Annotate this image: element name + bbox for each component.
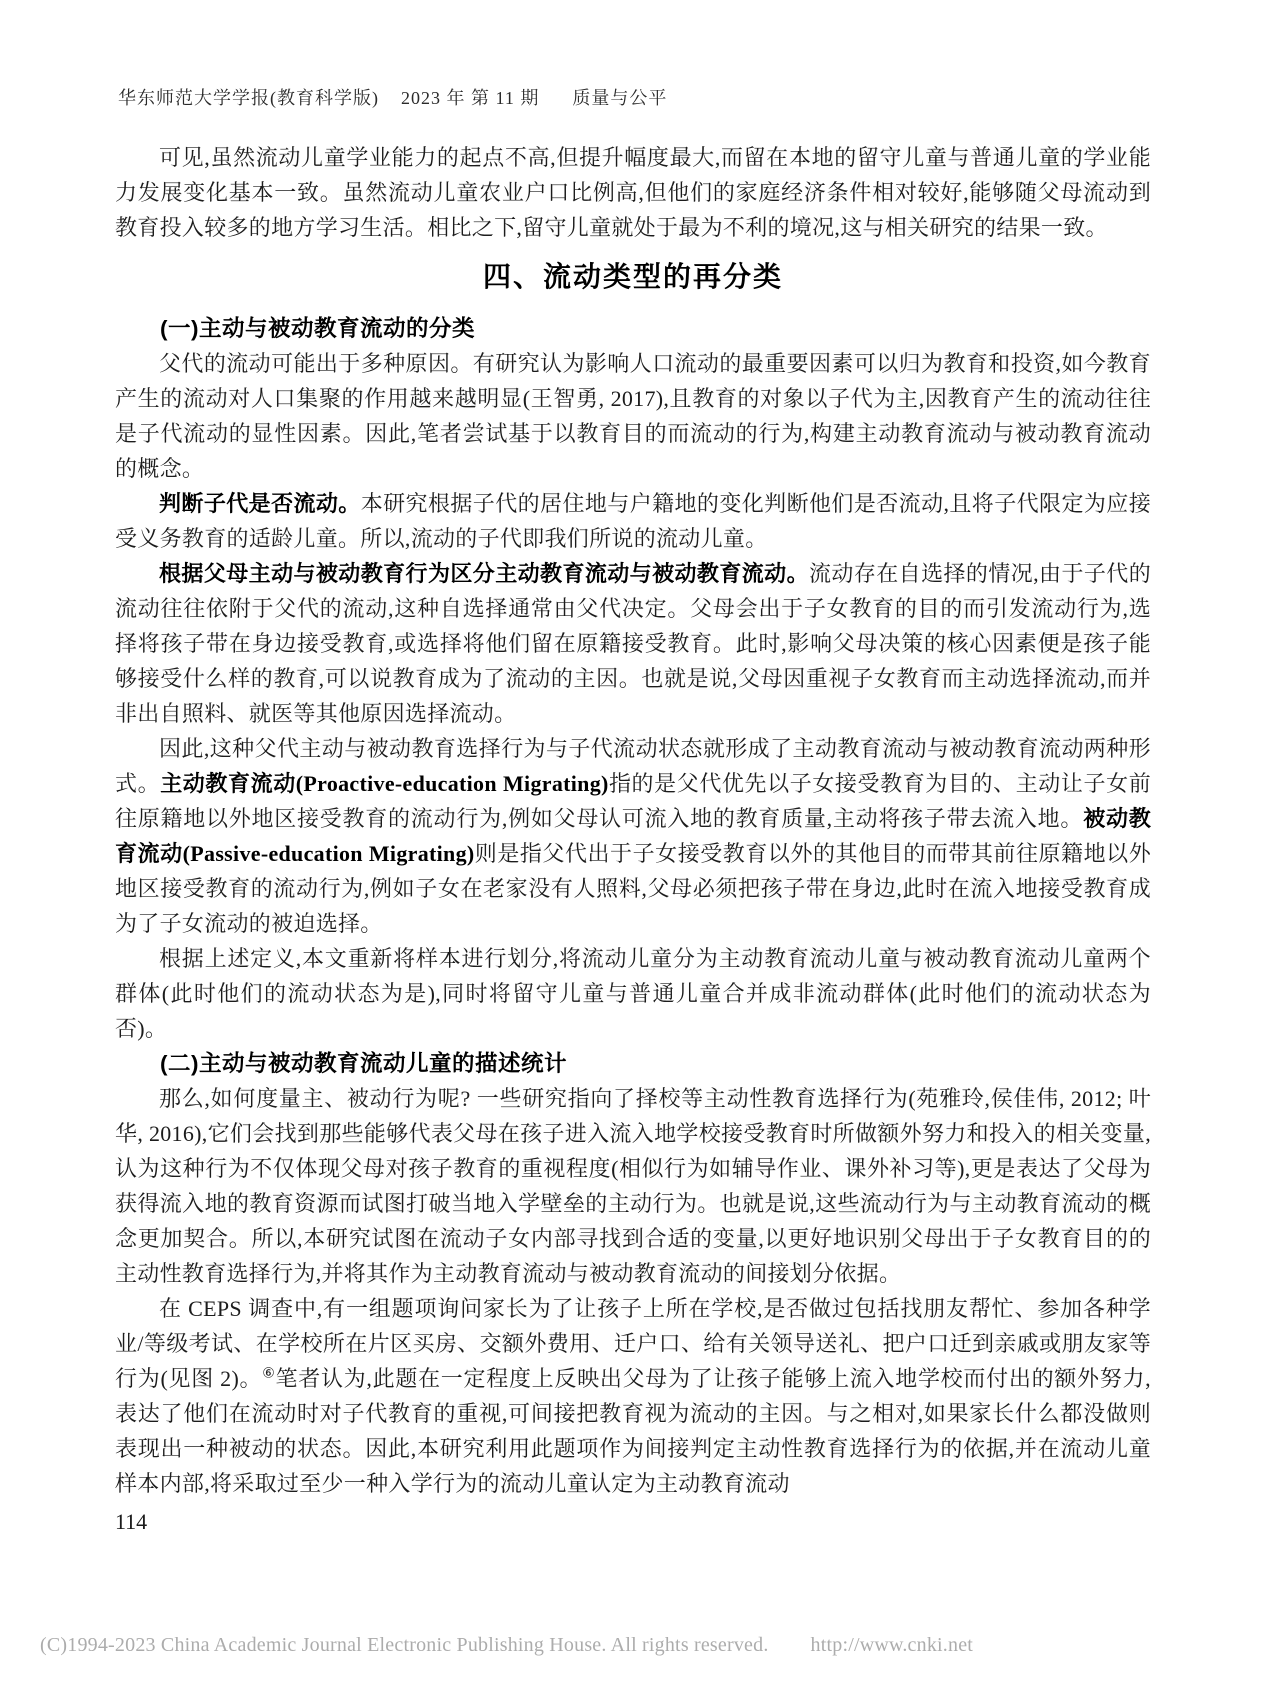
section-title: 四、流动类型的再分类 <box>482 261 783 292</box>
paragraph-ceps <box>115 1291 1151 1501</box>
forms-text-a: 因此,这种父代主动与被动教育选择行为与子代流动状态就形成了主动教育流动与被动教育流动两种形式。 <box>115 736 1151 796</box>
page-number: 114 <box>115 1509 148 1534</box>
article-body <box>115 140 1151 1537</box>
redefine-text: 根据上述定义,本文重新将样本进行划分,将流动儿童分为主动教育流动儿童与被动教育流动儿童两个群体(此时他们的流动状态为是),同时将留守儿童与普通儿童合并成非流动群体(此时他们的流动状态为否)。 <box>115 946 1151 1041</box>
proactive-term-cn: 主动教育流动 <box>160 771 296 796</box>
proactive-term-en: (Proactive-education Migrating) <box>295 771 609 796</box>
paragraph-origin <box>115 346 1151 486</box>
ceps-text-b: 笔者认为,此题在一定程度上反映出父母为了让孩子能够上流入地学校而付出的额外努力,表达了他们在流动时对子代教育的重视,可间接把教育视为流动的主因。与之相对,如果家长什么都没做则表现出一种被动的状态。因此,本研究利用此题项作为间接判定主动性教育选择行为的依据,并在流动儿童样本内部,将采取过至少一种入学行为的流动儿童认定为主动教育流动 <box>115 1366 1151 1496</box>
forms-text-c: 则是指父代出于子女接受教育以外的其他目的而带其前往原籍地以外地区接受教育的流动行为,例如子女在老家没有人照料,父母必须把孩子带在身边,此时在流入地接受教育成为了子女流动的被迫选择。 <box>115 841 1151 936</box>
paragraph-intro-text: 可见,虽然流动儿童学业能力的起点不高,但提升幅度最大,而留在本地的留守儿童与普通儿童的学业能力发展变化基本一致。虽然流动儿童农业户口比例高,但他们的家庭经济条件相对较好,能够随父母流动到教育投入较多的地方学习生活。相比之下,留守儿童就处于最为不利的境况,这与相关研究的结果一致。 <box>115 145 1151 240</box>
measure-text: 那么,如何度量主、被动行为呢? 一些研究指向了择校等主动性教育选择行为(苑雅玲,侯佳伟, 2012; 叶华, 2016),它们会找到那些能够代表父母在孩子进入流入地学校接受教育时所做额外努力和投入的相关变量,认为这种行为不仅体现父母对孩子教育的重视程度(相似行为如辅导作业、课外补习等),更是表达了父母为获得流入地的教育资源而试图打破当地入学壁垒的主动行为。也就是说,这些流动行为与主动教育流动的概念更加契合。所以,本研究试图在流动子女内部寻找到合适的变量,以更好地识别父母出于子女教育目的的主动性教育选择行为,并将其作为主动教育流动与被动教育流动的间接划分依据。 <box>115 1086 1151 1286</box>
journal-header: 华东师范大学学报(教育科学版) 2023 年 第 11 期 质量与公平 <box>118 88 668 108</box>
judge-rest-text: 本研究根据子代的居住地与户籍地的变化判断他们是否流动,且将子代限定为应接受义务教育的适龄儿童。所以,流动的子代即我们所说的流动儿童。 <box>115 491 1152 551</box>
passive-term-cn: 被动教育流动 <box>115 806 1151 866</box>
paragraph-intro <box>115 140 1151 245</box>
paragraph-redefine <box>115 941 1151 1046</box>
paragraph-judge <box>115 486 1151 556</box>
passive-term-en: (Passive-education Migrating) <box>182 841 475 866</box>
judge-bold-lead: 判断子代是否流动。 <box>159 491 361 516</box>
classify-bold-lead: 根据父母主动与被动教育行为区分主动教育流动与被动教育流动。 <box>159 561 809 586</box>
ceps-text-a: 在 CEPS 调查中,有一组题项询问家长为了让孩子上所在学校,是否做过包括找朋友帮忙、参加各种学业/等级考试、在学校所在片区买房、交额外费用、迁户口、给有关领导送礼、把户口迁到亲戚或朋友家等行为(见图 2)。 <box>115 1296 1151 1391</box>
paragraph-origin-text: 父代的流动可能出于多种原因。有研究认为影响人口流动的最重要因素可以归为教育和投资,如今教育产生的流动对人口集聚的作用越来越明显(王智勇, 2017),且教育的对象以子代为主,因教育产生的流动往往是子代流动的显性因素。因此,笔者尝试基于以教育目的而流动的行为,构建主动教育流动与被动教育流动的概念。 <box>115 351 1151 481</box>
copyright-footer <box>40 1634 973 1657</box>
copyright-text: (C)1994-2023 China Academic Journal Electronic Publishing House. All rights reserved. <box>40 1634 769 1656</box>
cnki-url: http://www.cnki.net <box>810 1634 974 1656</box>
forms-text-b: 指的是父代优先以子女接受教育为目的、主动让子女前往原籍地以外地区接受教育的流动行为,例如父母认可流入地的教育质量,主动将孩子带去流入地。 <box>115 771 1151 831</box>
paragraph-forms <box>115 731 1151 941</box>
paragraph-measure <box>115 1081 1151 1291</box>
paragraph-classify <box>115 556 1151 731</box>
subsection-title-1: (一)主动与被动教育流动的分类 <box>160 316 475 341</box>
subsection-title-2: (二)主动与被动教育流动儿童的描述统计 <box>160 1051 567 1076</box>
classify-rest-text: 流动存在自选择的情况,由于子代的流动往往依附于父代的流动,这种自选择通常由父代决定。父母会出于子女教育的目的而引发流动行为,选择将孩子带在身边接受教育,或选择将他们留在原籍接受教育。此时,影响父母决策的核心因素便是孩子能够接受什么样的教育,可以说教育成为了流动的主因。也就是说,父母因重视子女教育而主动选择流动,而并非出自照料、就医等其他原因选择流动。 <box>115 561 1152 726</box>
footnote-ref-6: ⑥ <box>262 1366 276 1382</box>
